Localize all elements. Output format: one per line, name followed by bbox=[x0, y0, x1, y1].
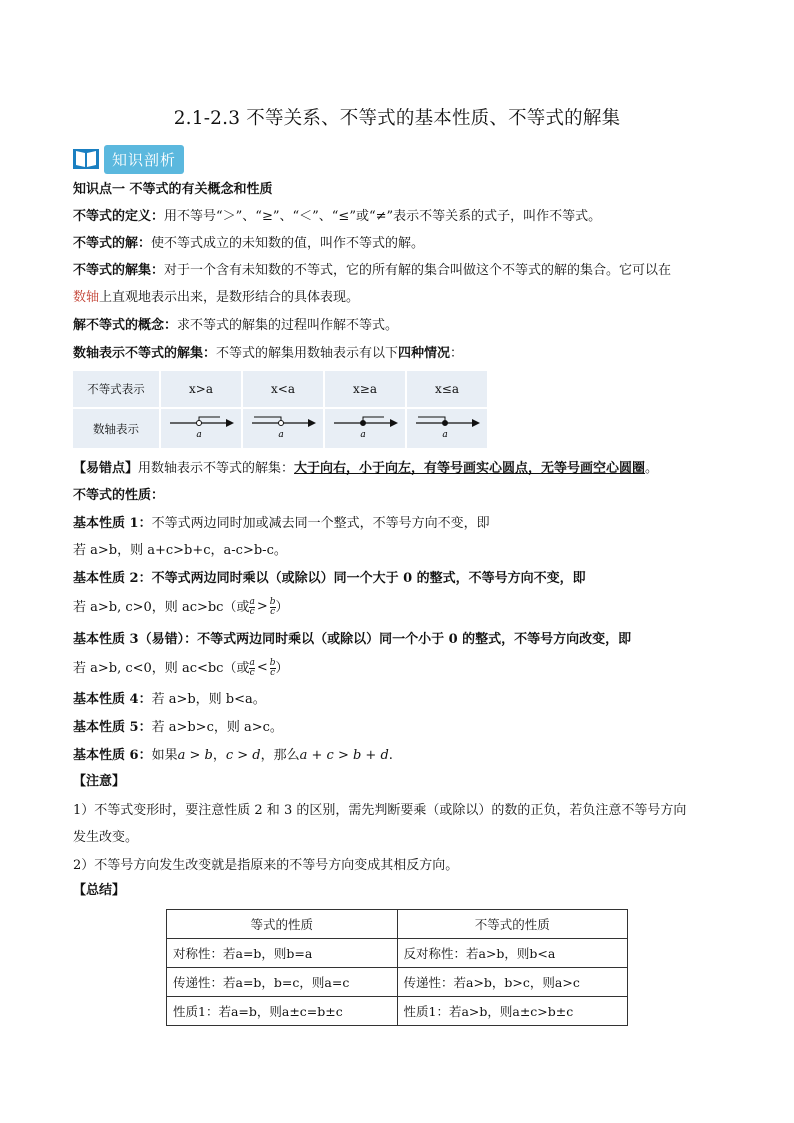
property-3 bbox=[73, 630, 631, 650]
table-header-row bbox=[167, 910, 628, 939]
number-line-diagram bbox=[166, 410, 236, 444]
solve-text: 求不等式的解集的过程叫作解不等式。 bbox=[177, 318, 399, 333]
inequality-cell: x>a bbox=[160, 371, 242, 408]
property-head: 基本性质 5： bbox=[73, 720, 152, 735]
inequality-cell: x≥a bbox=[324, 371, 406, 408]
easy-mistake-head: 【易错点】 bbox=[73, 461, 139, 476]
solve-line bbox=[73, 316, 398, 336]
solution-ray bbox=[418, 417, 445, 423]
definition-text: 用不等号“＞”、“≥”、“＜”、“≤”或“≠”表示不等关系的式子，叫作不等式。 bbox=[164, 209, 602, 224]
paren: ） bbox=[275, 600, 289, 615]
table-row bbox=[73, 408, 488, 449]
open-point bbox=[197, 421, 202, 426]
open-point bbox=[279, 421, 284, 426]
fraction-comparison: $\frac{a}{c}$ > $\frac{b}{c}$ bbox=[249, 597, 276, 617]
property-text: 不等式两边同时乘以（或除以）同一个小于 0 的整式，不等号方向改变，即 bbox=[197, 632, 632, 647]
easy-mistake-text: 用数轴表示不等式的解集： bbox=[138, 461, 295, 476]
solution-text: 使不等式成立的未知数的值，叫作不等式的解。 bbox=[151, 236, 425, 251]
paren: ） bbox=[275, 661, 289, 676]
table-cell: 传递性：若a=b，b=c，则a=c bbox=[167, 968, 398, 997]
table-row bbox=[167, 997, 628, 1026]
number-line-cell bbox=[406, 408, 488, 449]
solve-head: 解不等式的概念： bbox=[73, 318, 178, 333]
knowledge-point-heading: 知识点一 不等式的有关概念和性质 bbox=[73, 182, 273, 197]
property-head: 基本性质 3（易错）： bbox=[73, 632, 198, 647]
property-text: 若 a>b>c，则 a>c。 bbox=[151, 720, 283, 735]
summary-table bbox=[166, 909, 628, 1026]
column-header: 不等式的性质 bbox=[397, 910, 628, 939]
section-banner bbox=[72, 144, 184, 174]
table-cell: 反对称性：若a>b，则b<a bbox=[397, 939, 628, 968]
table-cell: 性质1：若a=b，则a±c=b±c bbox=[167, 997, 398, 1026]
number-line-diagram bbox=[330, 410, 400, 444]
point-label: a bbox=[442, 430, 448, 440]
table-cell: 传递性：若a>b，b>c，则a>c bbox=[397, 968, 628, 997]
point-label: a bbox=[196, 430, 202, 440]
property-head: 基本性质 2： bbox=[73, 571, 152, 586]
solution-head: 不等式的解： bbox=[73, 236, 152, 251]
solution-ray bbox=[199, 417, 220, 423]
table-row bbox=[167, 968, 628, 997]
property-head: 基本性质 4： bbox=[73, 692, 152, 707]
property-3-example bbox=[73, 659, 289, 679]
number-line-text: 不等式的解集用数轴表示有以下 bbox=[216, 346, 399, 361]
arrow-head bbox=[472, 419, 480, 427]
banner-label: 知识剖析 bbox=[104, 145, 184, 174]
filled-point bbox=[443, 421, 448, 426]
solution-set-line-2 bbox=[73, 288, 359, 308]
definition-head: 不等式的定义： bbox=[73, 209, 165, 224]
property-text: ，那么 bbox=[260, 748, 300, 763]
relation-sign: < bbox=[256, 660, 268, 675]
period: 。 bbox=[645, 461, 659, 476]
four-cases: 四种情况 bbox=[398, 346, 451, 361]
row-label: 数轴表示 bbox=[73, 408, 160, 449]
number-line-cell bbox=[324, 408, 406, 449]
colon: ： bbox=[450, 346, 464, 361]
point-label: a bbox=[360, 430, 366, 440]
inequality-cell: x<a bbox=[242, 371, 324, 408]
number-line-table bbox=[73, 371, 489, 450]
page-title: 2.1-2.3 不等关系、不等式的基本性质、不等式的解集 bbox=[173, 108, 621, 129]
property-head: 基本性质 1： bbox=[73, 516, 152, 531]
solution-ray bbox=[363, 417, 384, 423]
note-heading: 【注意】 bbox=[73, 774, 126, 789]
number-line-cell bbox=[160, 408, 242, 449]
point-label: a bbox=[278, 430, 284, 440]
property-2-example bbox=[73, 598, 289, 618]
relation-sign: > bbox=[256, 599, 268, 614]
property-text: 如果 bbox=[151, 748, 178, 763]
table-cell: 对称性：若a=b，则b=a bbox=[167, 939, 398, 968]
property-2 bbox=[73, 569, 586, 589]
example-text: 若 a>b, c<0，则 ac<bc（或 bbox=[73, 661, 250, 676]
property-head: 基本性质 6： bbox=[73, 748, 152, 763]
arrow-head bbox=[390, 419, 398, 427]
example-text: 若 a>b, c>0，则 ac>bc（或 bbox=[73, 600, 250, 615]
solution-set-text: 对于一个含有未知数的不等式，它的所有解的集合叫做这个不等式的解的集合。它可以在 bbox=[164, 263, 672, 278]
math-expr: c > d bbox=[225, 748, 261, 763]
table-row bbox=[73, 371, 488, 408]
summary-heading: 【总结】 bbox=[73, 883, 126, 898]
property-6 bbox=[73, 746, 393, 766]
number-line-term: 数轴 bbox=[73, 290, 100, 305]
number-line-head: 数轴表示不等式的解集： bbox=[73, 346, 217, 361]
definition-line bbox=[73, 207, 601, 227]
number-line-diagram bbox=[412, 410, 482, 444]
arrow-head bbox=[308, 419, 316, 427]
number-line-diagram bbox=[248, 410, 318, 444]
property-4 bbox=[73, 690, 266, 710]
properties-heading: 不等式的性质： bbox=[73, 488, 165, 503]
filled-point bbox=[361, 421, 366, 426]
solution-line bbox=[73, 234, 424, 254]
property-1-example: 若 a>b，则 a+c>b+c，a-c>b-c。 bbox=[73, 543, 287, 558]
fraction-comparison: $\frac{a}{c}$ < $\frac{b}{c}$ bbox=[249, 658, 276, 678]
comma: ， bbox=[212, 748, 226, 763]
solution-set-text-2: 上直观地表示出来，是数形结合的具体表现。 bbox=[99, 290, 360, 305]
easy-mistake-line bbox=[73, 459, 658, 479]
solution-set-head: 不等式的解集： bbox=[73, 263, 165, 278]
property-text: 若 a>b，则 b<a。 bbox=[151, 692, 266, 707]
table-cell: 性质1：若a>b，则a±c>b±c bbox=[397, 997, 628, 1026]
number-line-cell bbox=[242, 408, 324, 449]
book-icon bbox=[72, 146, 100, 172]
solution-set-line bbox=[73, 261, 671, 281]
solution-ray bbox=[254, 417, 281, 423]
property-1 bbox=[73, 514, 490, 534]
period: . bbox=[388, 748, 393, 763]
note-2: 2）不等号方向发生改变就是指原来的不等号方向变成其相反方向。 bbox=[73, 858, 459, 873]
arrow-head bbox=[226, 419, 234, 427]
number-line-intro bbox=[73, 344, 463, 364]
note-1-cont: 发生改变。 bbox=[73, 830, 139, 845]
inequality-cell: x≤a bbox=[406, 371, 488, 408]
property-text: 不等式两边同时加或减去同一个整式，不等号方向不变，即 bbox=[151, 516, 490, 531]
easy-mistake-rule: 大于向右，小于向左，有等号画实心圆点，无等号画空心圆圈 bbox=[294, 461, 646, 476]
math-expr: a > b bbox=[177, 748, 213, 763]
math-expr: a + c > b + d bbox=[299, 748, 389, 763]
property-text: 不等式两边同时乘以（或除以）同一个大于 0 的整式，不等号方向不变，即 bbox=[151, 571, 586, 586]
property-5 bbox=[73, 718, 283, 738]
table-row bbox=[167, 939, 628, 968]
column-header: 等式的性质 bbox=[167, 910, 398, 939]
note-1: 1）不等式变形时，要注意性质 2 和 3 的区别，需先判断要乘（或除以）的数的正负，若负注意不等号方向 bbox=[73, 803, 687, 818]
row-label: 不等式表示 bbox=[73, 371, 160, 408]
